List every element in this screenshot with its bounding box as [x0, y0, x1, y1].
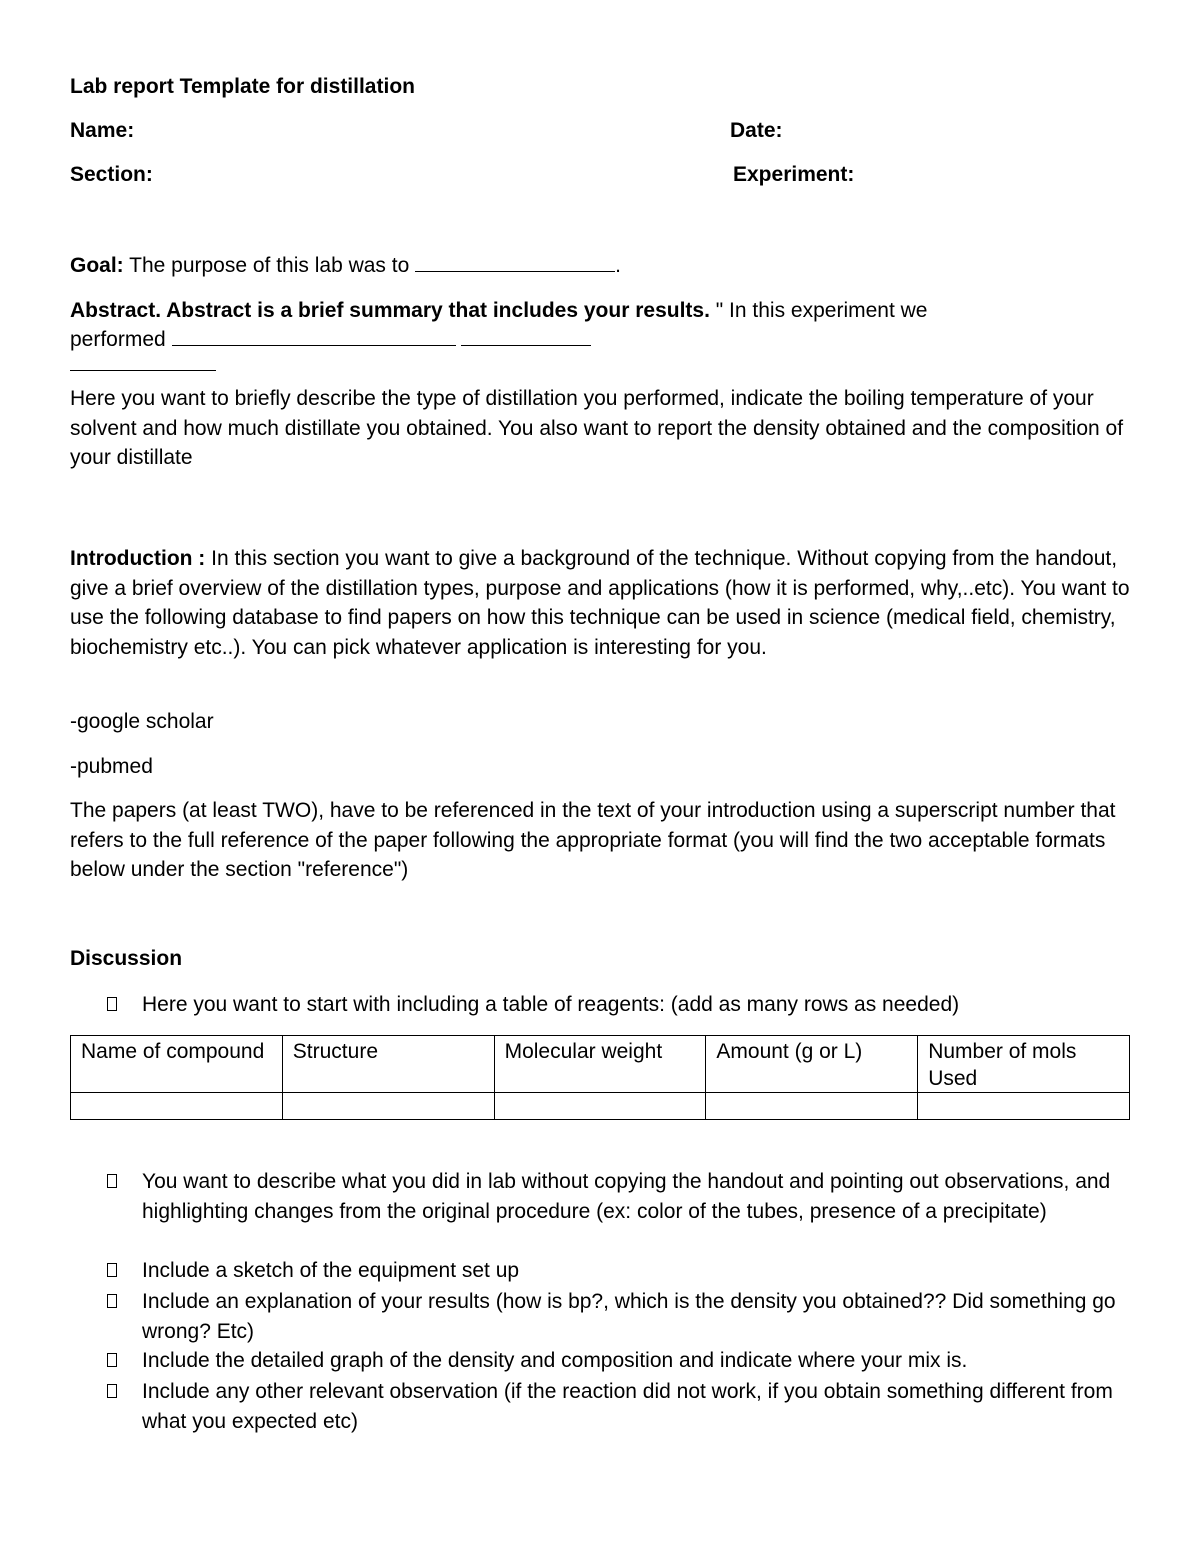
bullet-text: You want to describe what you did in lab without copying the handout and pointing out observations, and highlighting changes from the original procedure (ex: color of the tubes, presence of a precipitate): [142, 1170, 1111, 1223]
abstract-line-3: [70, 350, 216, 380]
date-label: Date:: [730, 119, 783, 142]
name-label: Name:: [70, 119, 135, 142]
bullet-text: Include an explanation of your results (how is bp?, which is the density you obtained?? Did something go wrong? Etc): [142, 1290, 1116, 1343]
abstract-blank-3: [70, 350, 216, 371]
abstract-blank-1: [172, 325, 456, 346]
checkbox-bullet-icon: [107, 1384, 117, 1398]
abstract-label: Abstract. Abstract is a brief summary that includes your results.: [70, 299, 710, 322]
table-header-cell: Name of compound: [71, 1036, 283, 1093]
table-header-cell: Structure: [282, 1036, 494, 1093]
checkbox-bullet-icon: [107, 1174, 117, 1188]
abstract-description: Here you want to briefly describe the type of distillation you performed, indicate the boiling temperature of your solvent and how much distillate you obtained. You also want to report the density obtained and the composition of your distillate: [70, 387, 1124, 469]
table-header-cell: Amount (g or L): [706, 1036, 918, 1093]
table-cell: [918, 1093, 1130, 1120]
abstract-blank-2: [461, 325, 591, 346]
checkbox-bullet-icon: [107, 1353, 117, 1367]
bullet-text: Include the detailed graph of the density and composition and indicate where your mix is.: [142, 1349, 968, 1372]
table-header-cell: Molecular weight: [494, 1036, 706, 1093]
abstract-quote-text: " In this experiment we: [709, 299, 928, 322]
table-header-cell: Number of mols Used: [918, 1036, 1130, 1093]
goal-label: Goal:: [70, 254, 124, 277]
goal-blank: [415, 251, 615, 272]
abstract-performed-text: performed: [70, 328, 172, 351]
table-cell: [706, 1093, 918, 1120]
goal-text: The purpose of this lab was to: [123, 254, 416, 277]
database-item-pubmed: -pubmed: [70, 755, 153, 778]
abstract-paragraph: [70, 296, 1130, 326]
section-label: Section:: [70, 163, 153, 186]
table-header-row: [71, 1036, 1130, 1093]
bullet-text: Include any other relevant observation (if the reaction did not work, if you obtain something different from what you expected etc): [142, 1380, 1113, 1433]
table-intro-text: Here you want to start with including a table of reagents: (add as many rows as needed): [142, 993, 960, 1016]
introduction-label: Introduction :: [70, 547, 206, 570]
checkbox-bullet-icon: [107, 1263, 117, 1277]
experiment-label: Experiment:: [733, 163, 855, 186]
introduction-paragraph: [70, 544, 1140, 662]
introduction-text: In this section you want to give a background of the technique. Without copying from the handout, give a brief overview of the distillation types, purpose and applications (how it is performed, why,..etc). You want to use the following database to find papers on how this technique can be used in science (medical field, chemistry, biochemistry etc..). You can pick whatever application is interesting for you.: [70, 547, 1130, 659]
goal-end: .: [615, 254, 621, 277]
checkbox-bullet-icon: [107, 997, 117, 1011]
goal-paragraph: [70, 251, 1130, 281]
reagents-table: [70, 1035, 1130, 1120]
papers-paragraph: The papers (at least TWO), have to be referenced in the text of your introduction using a superscript number that refers to the full reference of the paper following the appropriate format (you will find the two acceptable formats below under the section "reference"): [70, 799, 1116, 881]
table-row: [71, 1093, 1130, 1120]
document-title: Lab report Template for distillation: [70, 75, 415, 98]
database-item-google-scholar: -google scholar: [70, 710, 214, 733]
table-cell: [282, 1093, 494, 1120]
checkbox-bullet-icon: [107, 1294, 117, 1308]
table-cell: [71, 1093, 283, 1120]
bullet-text: Include a sketch of the equipment set up: [142, 1259, 520, 1282]
table-cell: [494, 1093, 706, 1120]
discussion-heading: Discussion: [70, 947, 183, 970]
